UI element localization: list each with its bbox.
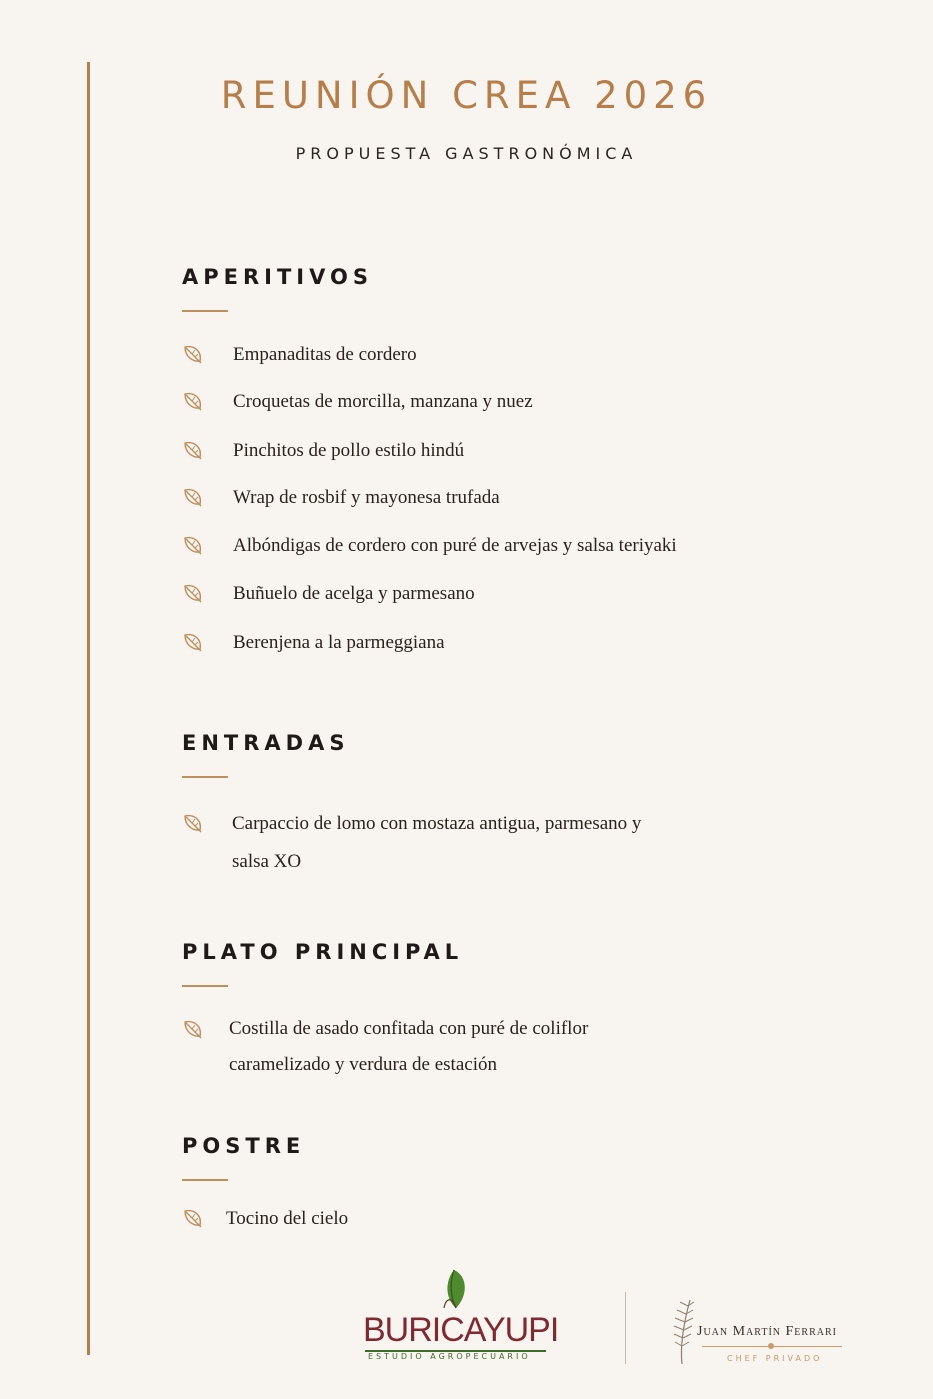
- item-text: Costilla de asado confitada con puré de coliflor caramelizado y verdura de estación: [229, 1018, 589, 1075]
- page-subtitle: PROPUESTA GASTRONÓMICA: [295, 144, 638, 163]
- leaf-icon: [182, 486, 204, 508]
- buricayupi-tagline: ESTUDIO AGROPECUARIO: [368, 1352, 531, 1361]
- rosemary-icon: [666, 1296, 696, 1366]
- item-text: Empanaditas de cordero: [233, 344, 417, 365]
- section-title: APERITIVOS: [182, 265, 373, 289]
- section-plato-principal: [182, 939, 882, 1075]
- section-title: POSTRE: [182, 1134, 306, 1158]
- item-text: Carpaccio de lomo con mostaza antigua, parmesano y salsa XO: [232, 813, 642, 872]
- section-rule: [182, 310, 228, 312]
- leaf-icon: [182, 343, 204, 365]
- item-text: Pinchitos de pollo estilo hindú: [233, 440, 465, 461]
- item-text: Wrap de rosbif y mayonesa trufada: [233, 487, 500, 508]
- buricayupi-leaf-icon: [438, 1268, 470, 1312]
- section-rule: [182, 1179, 228, 1181]
- section-postre: [182, 1133, 882, 1229]
- leaf-icon: [182, 631, 204, 653]
- leaf-icon: [182, 812, 204, 834]
- item-text: Tocino del cielo: [226, 1208, 349, 1229]
- item-text: Berenjena a la parmeggiana: [233, 632, 445, 653]
- buricayupi-logo: BURICAYUPI: [363, 1311, 559, 1349]
- section-rule: [182, 985, 228, 987]
- section-title: PLATO PRINCIPAL: [182, 940, 464, 964]
- item-text: Croquetas de morcilla, manzana y nuez: [233, 391, 533, 412]
- chef-dot: [768, 1343, 774, 1349]
- page-title: REUNIÓN CREA 2026: [220, 74, 713, 117]
- footer-logos: [0, 1262, 933, 1372]
- leaf-icon: [182, 1207, 204, 1229]
- item-text: Albóndigas de cordero con puré de arvejas y salsa teriyaki: [233, 535, 677, 556]
- item-text: Buñuelo de acelga y parmesano: [233, 583, 475, 604]
- section-entradas: [182, 730, 882, 872]
- leaf-icon: [182, 582, 204, 604]
- chef-name: Juan Martín Ferrari: [697, 1324, 837, 1339]
- section-aperitivos: [182, 264, 882, 653]
- chef-tagline: CHEF PRIVADO: [727, 1354, 823, 1363]
- leaf-icon: [182, 534, 204, 556]
- leaf-icon: [182, 390, 204, 412]
- section-rule: [182, 776, 228, 778]
- section-title: ENTRADAS: [182, 731, 350, 755]
- left-accent-line: [87, 62, 90, 1355]
- leaf-icon: [182, 1018, 204, 1040]
- logo-divider: [625, 1292, 626, 1364]
- leaf-icon: [182, 439, 204, 461]
